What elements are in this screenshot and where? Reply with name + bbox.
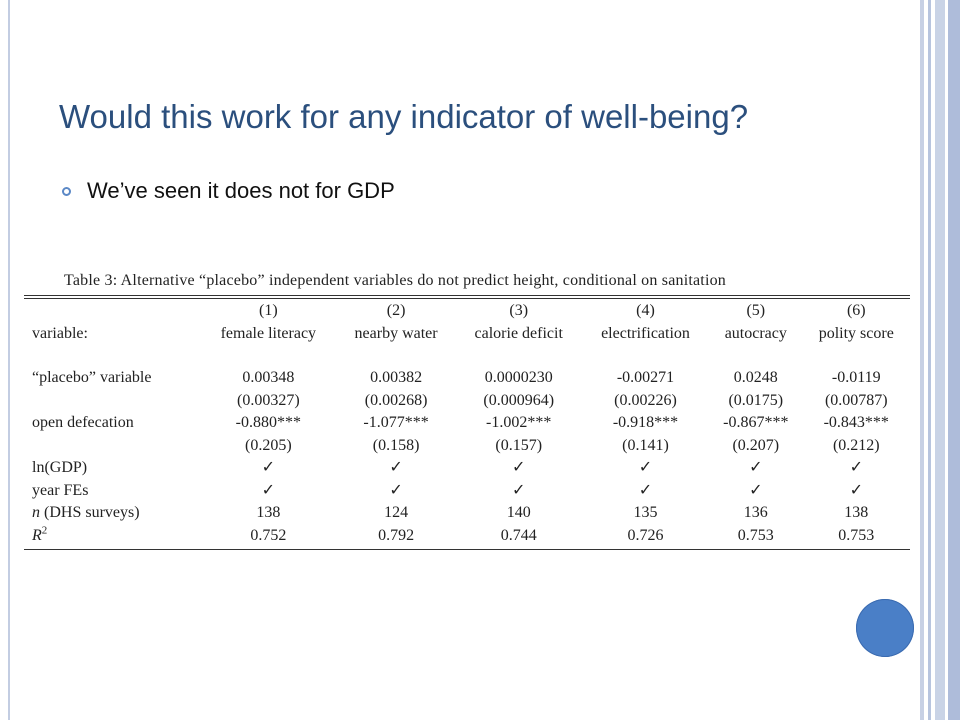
cell-se: (0.212) [832,436,880,454]
col-number: (5) [746,302,766,319]
col-name: female literacy [220,324,317,342]
check-icon: ✓ [749,481,763,499]
table-row [24,525,910,548]
table-row [24,480,910,503]
check-icon: ✓ [849,459,863,476]
cell-coef: -1.002*** [486,414,552,431]
check-icon: ✓ [512,459,526,476]
cell-se: (0.00327) [236,391,300,409]
cell-se: (0.141) [622,436,669,454]
col-name: electrification [601,324,690,342]
cell-coef: -0.00271 [616,369,675,386]
cell-se: (0.00787) [824,391,888,409]
cell-coef: -0.867*** [723,414,789,431]
regression-table [24,300,910,547]
cell-se: (0.207) [732,436,780,454]
row-label: “placebo” variable [32,369,152,386]
col-name: calorie deficit [474,324,563,342]
col-number: (1) [258,302,278,319]
row-label [24,502,200,525]
col-number: (4) [636,302,655,319]
r-symbol: R [32,526,42,544]
col-number: (2) [386,302,406,319]
table-row [24,457,910,480]
cell-r2: 0.792 [378,526,415,544]
table-row [24,367,910,390]
slide-frame-right-band [918,0,960,720]
n-label-rest: (DHS surveys) [40,504,140,521]
cell-r2: 0.753 [838,526,875,544]
cell-coef: -0.880*** [235,414,301,431]
cell-se: (0.00268) [364,391,428,409]
cell-se: (0.157) [495,436,543,454]
table-top-rule [24,295,910,296]
check-icon: ✓ [389,459,403,476]
cell-n: 136 [743,504,768,521]
cell-se: (0.00226) [614,391,677,409]
cell-coef: 0.0248 [733,369,778,386]
table-top-rule [24,298,910,299]
cell-se: (0.000964) [483,391,555,409]
r-superscript: 2 [41,524,48,537]
cell-coef: -0.843*** [823,414,889,431]
cell-n: 138 [844,504,869,521]
cell-se: (0.205) [244,436,292,454]
cell-se: (0.158) [372,436,420,454]
check-icon: ✓ [261,481,276,499]
col-number: (3) [509,302,529,319]
table-spacer-row [24,345,910,367]
check-icon: ✓ [749,459,763,476]
cell-coef: -0.918*** [612,414,679,431]
cell-n: 138 [256,504,281,521]
decorative-circle [856,599,914,657]
check-icon: ✓ [638,481,653,499]
row-label [24,525,200,548]
row-label: ln(GDP) [32,459,88,476]
check-icon: ✓ [512,481,526,499]
cell-r2: 0.752 [250,526,287,544]
table-row [24,323,910,346]
frame-stripe [935,0,945,720]
cell-r2: 0.726 [627,526,664,544]
slide-title: Would this work for any indicator of well-being? [59,98,749,135]
check-icon: ✓ [638,459,653,476]
cell-r2: 0.744 [500,526,537,544]
cell-coef: -1.077*** [363,414,429,431]
check-icon: ✓ [389,481,403,499]
cell-n: 135 [633,504,658,521]
check-icon: ✓ [849,481,863,499]
bullet-ring-icon [62,187,71,196]
row-label: open defecation [32,414,134,431]
n-symbol: n [32,504,40,521]
bullet-item [62,178,395,204]
cell-coef: 0.00348 [242,369,295,386]
table-bottom-rule [24,549,910,550]
table-row [24,300,910,323]
col-number: (6) [846,302,866,319]
col-name: nearby water [354,324,438,342]
frame-stripe [920,0,924,720]
frame-stripe [928,0,931,720]
table-row [24,502,910,525]
table-row [24,435,910,458]
cell-coef: 0.0000230 [484,369,553,386]
cell-n: 124 [384,504,409,521]
check-icon: ✓ [261,459,276,476]
table-caption: Table 3: Alternative “placebo” independent variables do not predict height, conditional on sanitation [64,272,726,289]
cell-coef: 0.00382 [370,369,423,386]
table-row [24,390,910,413]
cell-coef: -0.0119 [831,369,881,386]
row-label: variable: [32,324,88,342]
frame-stripe [948,0,960,720]
cell-n: 140 [506,504,531,521]
cell-se: (0.0175) [728,391,784,409]
col-name: polity score [818,324,894,342]
slide-frame-left-line [8,0,10,720]
cell-r2: 0.753 [737,526,774,544]
col-name: autocracy [724,324,787,342]
bullet-text: We’ve seen it does not for GDP [87,178,395,203]
table-row [24,412,910,435]
row-label: year FEs [32,481,89,499]
